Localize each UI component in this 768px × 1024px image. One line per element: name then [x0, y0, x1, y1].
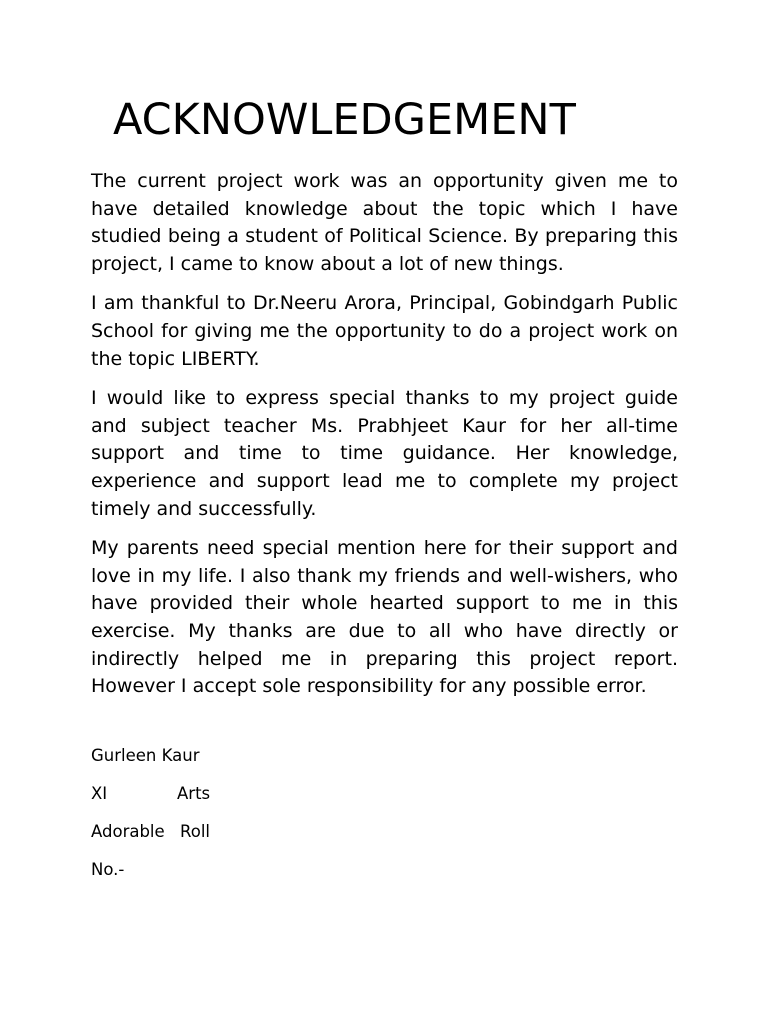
signature-roll-line — [91, 821, 210, 843]
page-title: ACKNOWLEDGEMENT — [113, 95, 576, 145]
paragraph-guide-thanks: I would like to express special thanks to my project guide and subject teacher Ms. Prabhjeet Kaur for her all-time support and time to time guidance. Her knowledge, experience and support lead me to complete my project timely and successfully. — [91, 387, 678, 520]
signature-class-line — [91, 783, 210, 805]
roll-label: Roll — [180, 822, 210, 841]
roll-number-label: No.- — [91, 860, 125, 879]
signature-number-line — [91, 859, 210, 881]
signature-name-line — [91, 745, 210, 767]
paragraph-principal-thanks: I am thankful to Dr.Neeru Arora, Principal, Gobindgarh Public School for giving me the opportunity to do a project work on the topic LIBERTY. — [91, 292, 678, 370]
document-body — [91, 168, 678, 713]
student-stream: Arts — [177, 784, 211, 803]
student-name: Gurleen Kaur — [91, 746, 200, 765]
paragraph-parents-thanks: My parents need special mention here for their support and love in my life. I also thank my friends and well-wishers, who have provided their whole hearted support to me in this exercise. My thanks are due to all who have directly or indirectly helped me in preparing this project report. However I accept sole responsibility for any possible error. — [91, 537, 678, 698]
signature-block — [91, 745, 210, 897]
paragraph-opportunity: The current project work was an opportunity given me to have detailed knowledge about the topic which I have studied being a student of Political Science. By preparing this project, I came to know about a lot of new things. — [91, 170, 678, 275]
student-class: XI — [91, 784, 108, 803]
adorable-label: Adorable — [91, 822, 165, 841]
